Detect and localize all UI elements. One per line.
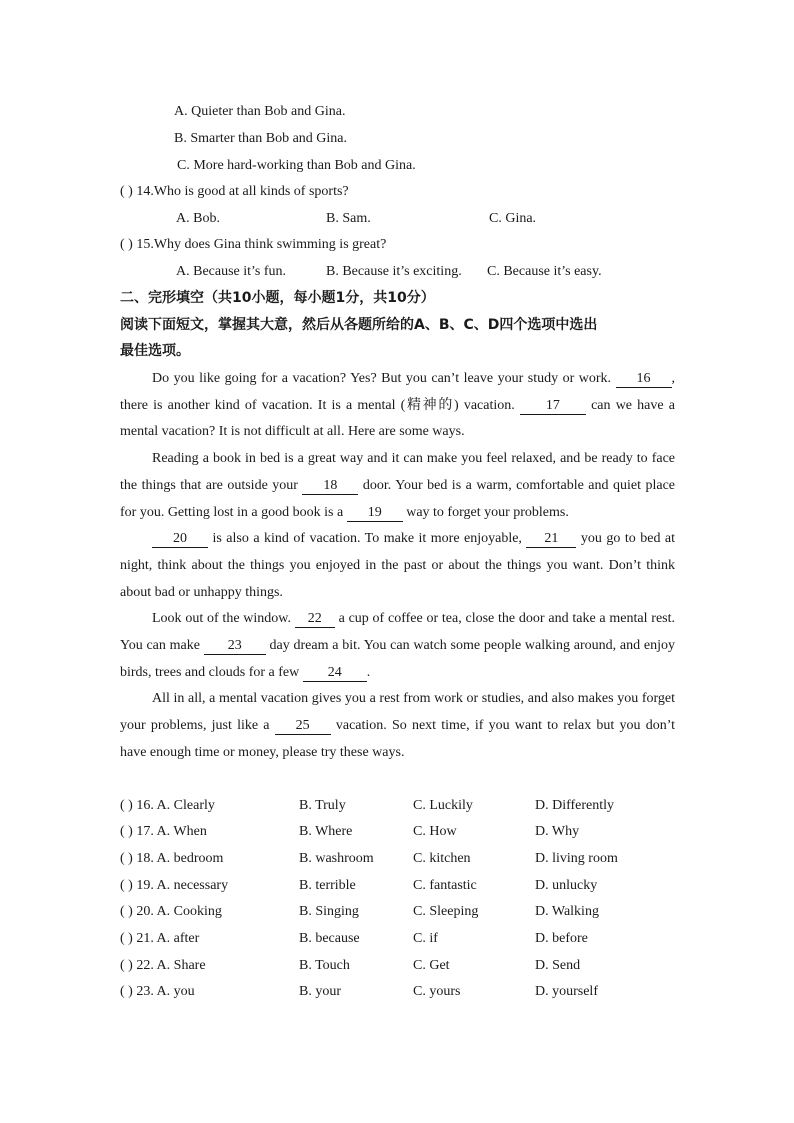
passage-paragraph-1	[120, 366, 675, 446]
q14-option-b: B. Sam.	[326, 211, 371, 226]
passage-text: door. Your bed is a warm, comfortable and quiet place for you. Getting lost in a good book is a	[120, 477, 675, 520]
q13-option-c: C. More hard-working than Bob and Gina.	[177, 158, 416, 173]
blank-19: 19	[347, 505, 403, 522]
option-16-c: C. Luckily	[413, 798, 473, 813]
option-20-b: B. Singing	[299, 904, 359, 919]
passage-text: you go to bed at night, think about the things you enjoyed in the past or about the things you want. Don’t think about bad or unhappy things.	[120, 531, 676, 600]
option-16-d: D. Differently	[535, 798, 615, 813]
q15-stem: ( ) 15.Why does Gina think swimming is great?	[120, 237, 387, 252]
blank-20: 20	[152, 531, 208, 548]
blank-21: 21	[526, 531, 576, 548]
q14-stem: ( ) 14.Who is good at all kinds of sports?	[120, 184, 349, 199]
option-21-a: ( ) 21. A. after	[120, 931, 200, 946]
blank-16: 16	[616, 371, 672, 388]
option-18-b: B. washroom	[299, 851, 374, 866]
blank-24: 24	[303, 665, 367, 682]
section-title: 二、完形填空（共10小题，每小题1分，共10分）	[120, 290, 435, 306]
option-23-a: ( ) 23. A. you	[120, 984, 195, 999]
option-22-a: ( ) 22. A. Share	[120, 958, 206, 973]
passage-text: Do you like going for a vacation? Yes? But you can’t leave your study or work.	[152, 371, 612, 386]
option-19-d: D. unlucky	[535, 878, 598, 893]
option-17-a: ( ) 17. A. When	[120, 824, 207, 839]
option-20-c: C. Sleeping	[413, 904, 479, 919]
option-23-c: C. yours	[413, 984, 461, 999]
q13-option-a: A. Quieter than Bob and Gina.	[174, 104, 346, 119]
q14-option-a: A. Bob.	[176, 211, 220, 226]
option-21-c: C. if	[413, 931, 438, 946]
option-22-b: B. Touch	[299, 958, 350, 973]
passage-paragraph-3	[120, 526, 675, 606]
passage-text: is also a kind of vacation. To make it more enjoyable,	[212, 531, 522, 547]
option-17-d: D. Why	[535, 824, 580, 839]
q14-option-c: C. Gina.	[489, 211, 537, 226]
blank-22: 22	[295, 611, 335, 628]
option-16-b: B. Truly	[299, 798, 346, 813]
passage-text: way to forget your problems.	[406, 504, 569, 520]
q15-option-c: C. Because it’s easy.	[487, 264, 602, 279]
passage-text: Look out of the window.	[152, 611, 292, 627]
option-20-a: ( ) 20. A. Cooking	[120, 904, 222, 919]
option-18-d: D. living room	[535, 851, 618, 866]
option-22-d: D. Send	[535, 958, 581, 973]
passage-text: a cup of coffee or tea, close the door and take a mental rest. You can make	[120, 611, 676, 654]
option-17-c: C. How	[413, 824, 457, 839]
option-19-a: ( ) 19. A. necessary	[120, 878, 229, 893]
q15-option-b: B. Because it’s exciting.	[326, 264, 462, 279]
passage-text: Reading a book in bed is a great way and it can make you feel relaxed, and be ready to face the things that are outside your	[120, 451, 675, 493]
option-20-d: D. Walking	[535, 904, 599, 919]
passage-text: .	[366, 664, 371, 680]
option-22-c: C. Get	[413, 958, 450, 973]
option-19-b: B. terrible	[299, 878, 356, 893]
option-21-b: B. because	[299, 931, 360, 946]
passage-text: , there is another kind of vacation. It is a mental (精神的) vacation.	[120, 371, 676, 413]
blank-23: 23	[204, 638, 266, 655]
section-instruction-line2: 最佳选项。	[120, 343, 190, 359]
passage-paragraph-2	[120, 446, 675, 526]
blank-17: 17	[520, 398, 586, 415]
option-18-c: C. kitchen	[413, 851, 471, 866]
passage-text: vacation. So next time, if you want to relax but you don’t have enough time or money, please try these ways.	[120, 718, 676, 760]
option-23-d: D. yourself	[535, 984, 598, 999]
option-23-b: B. your	[299, 984, 341, 999]
option-17-b: B. Where	[299, 824, 353, 839]
passage-text: day dream a bit. You can watch some people walking around, and enjoy birds, trees and clouds for a few	[120, 638, 676, 680]
passage-text: All in all, a mental vacation gives you a rest from work or studies, and also makes you forget your problems, just like a	[120, 691, 675, 734]
option-16-a: ( ) 16. A. Clearly	[120, 798, 215, 813]
q13-option-b: B. Smarter than Bob and Gina.	[174, 131, 348, 146]
section-instruction-line1: 阅读下面短文，掌握其大意，然后从各题所给的A、B、C、D四个选项中选出	[120, 317, 598, 333]
option-19-c: C. fantastic	[413, 878, 477, 893]
passage-text: can we have a mental vacation? It is not difficult at all. Here are some ways.	[120, 397, 675, 440]
blank-25: 25	[275, 718, 331, 735]
blank-18: 18	[302, 478, 358, 495]
cloze-passage	[120, 366, 675, 767]
option-21-d: D. before	[535, 931, 588, 946]
passage-paragraph-4	[120, 606, 675, 686]
option-18-a: ( ) 18. A. bedroom	[120, 851, 224, 866]
q15-option-a: A. Because it’s fun.	[176, 264, 287, 279]
passage-paragraph-5	[120, 686, 675, 766]
